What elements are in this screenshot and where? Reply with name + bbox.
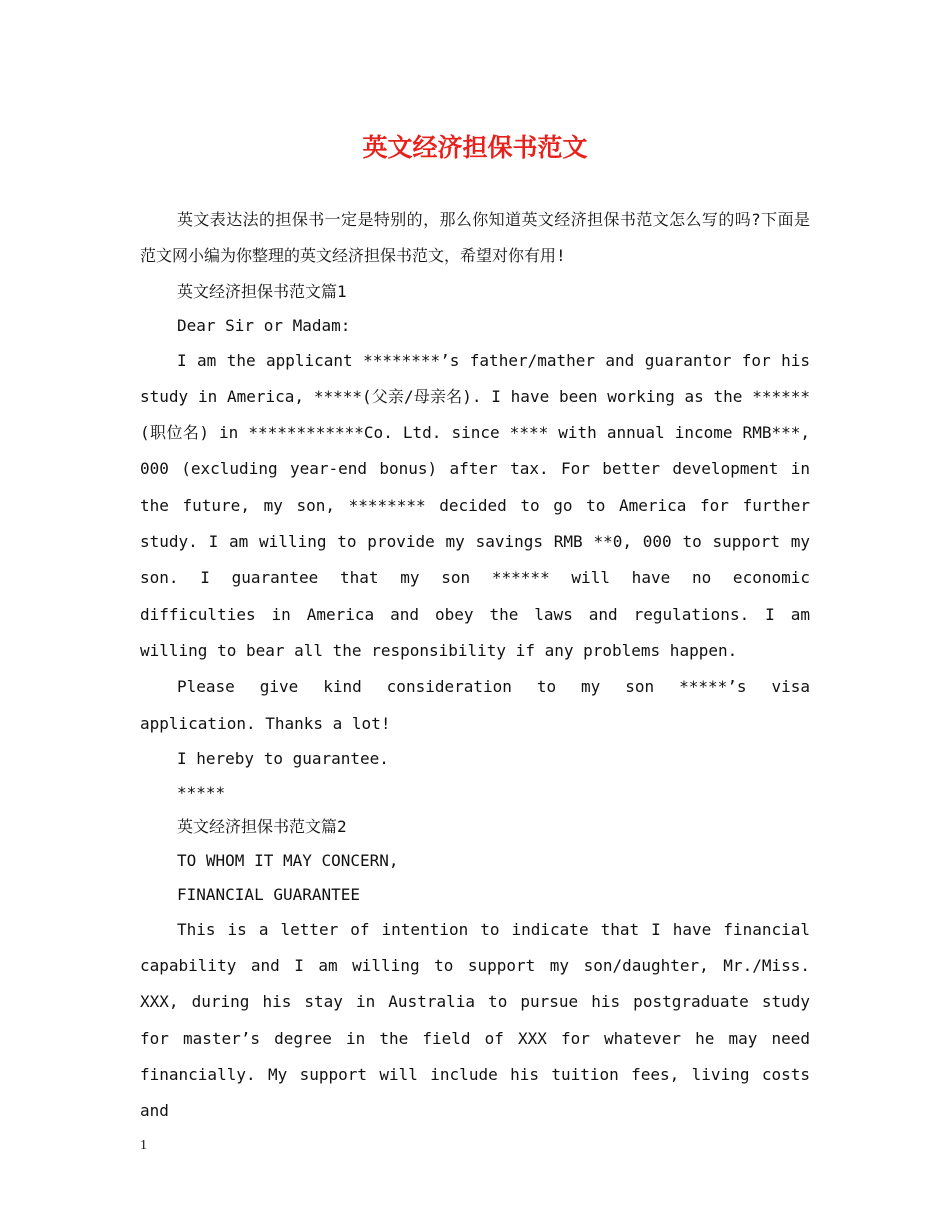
letter-body-1: I am the applicant ********’s father/mather and guarantor for his study in America, *****(父亲/母亲名). I have been working as the ******(职位名) in ************Co. Ltd. since **** with annual income RMB***, 000 (excluding year-end bonus) after tax. For better development in the future, my son, ******** decided to go to America for further study. I am willing to provide my savings RMB **0, 000 to support my son. I guarantee that my son ****** will have no economic difficulties in America and obey the laws and regulations. I am willing to bear all the responsibility if any problems happen. bbox=[140, 350, 810, 660]
intro-paragraph: 英文表达法的担保书一定是特别的，那么你知道英文经济担保书范文怎么写的吗?下面是范文网小编为你整理的英文经济担保书范文，希望对你有用! bbox=[140, 210, 810, 266]
letter-addressee: TO WHOM IT MAY CONCERN, bbox=[177, 850, 399, 870]
document-body bbox=[140, 202, 810, 1130]
letter-signature: ***** bbox=[177, 782, 226, 802]
section-heading-1: 英文经济担保书范文篇1 bbox=[177, 281, 347, 301]
letter-closing: I hereby to guarantee. bbox=[177, 748, 389, 768]
letter-subject: FINANCIAL GUARANTEE bbox=[177, 884, 361, 904]
letter-body-2: This is a letter of intention to indicate that I have financial capability and I am willing to support my son/daughter, Mr./Miss. XXX, during his stay in Australia to pursue his postgraduate study for master’s degree in the field of XXX for whatever he may need financially. My support will include his tuition fees, living costs and bbox=[140, 919, 810, 1121]
section-heading-2: 英文经济担保书范文篇2 bbox=[177, 816, 347, 836]
page-number: 1 bbox=[140, 1138, 147, 1153]
letter-request: Please give kind consideration to my son *****’s visa application. Thanks a lot! bbox=[140, 677, 810, 733]
document-title: 英文经济担保书范文 bbox=[362, 133, 588, 162]
salutation: Dear Sir or Madam: bbox=[177, 315, 351, 335]
